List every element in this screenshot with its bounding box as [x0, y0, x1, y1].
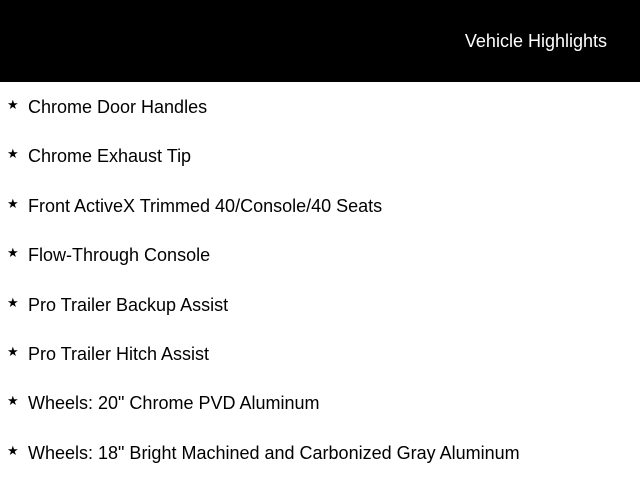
list-item: [0, 181, 640, 230]
star-icon: ★: [7, 294, 19, 310]
header-bar: [0, 0, 640, 82]
feature-label: Wheels: 20" Chrome PVD Aluminum: [28, 393, 320, 414]
list-item: [0, 280, 640, 329]
feature-label: Chrome Exhaust Tip: [28, 146, 192, 167]
star-icon: ★: [7, 393, 19, 409]
star-icon: ★: [7, 146, 19, 162]
star-icon: ★: [7, 442, 19, 458]
feature-label: Wheels: 18" Bright Machined and Carbonized Gray Aluminum: [28, 442, 520, 463]
feature-label: Front ActiveX Trimmed 40/Console/40 Seats: [28, 195, 383, 216]
vehicle-highlights-list: [0, 82, 640, 477]
list-item: [0, 131, 640, 180]
list-item: [0, 428, 640, 477]
feature-label: Flow-Through Console: [28, 245, 211, 266]
list-item: [0, 378, 640, 427]
list-item: [0, 82, 640, 131]
list-item: [0, 329, 640, 378]
star-icon: ★: [7, 97, 19, 112]
star-icon: ★: [7, 195, 19, 211]
list-item: [0, 230, 640, 279]
feature-label: Pro Trailer Backup Assist: [28, 294, 229, 315]
feature-label: Chrome Door Handles: [28, 97, 208, 117]
page-title: Vehicle Highlights: [464, 31, 607, 51]
star-icon: ★: [7, 343, 19, 359]
star-icon: ★: [7, 245, 19, 261]
feature-label: Pro Trailer Hitch Assist: [28, 343, 210, 364]
